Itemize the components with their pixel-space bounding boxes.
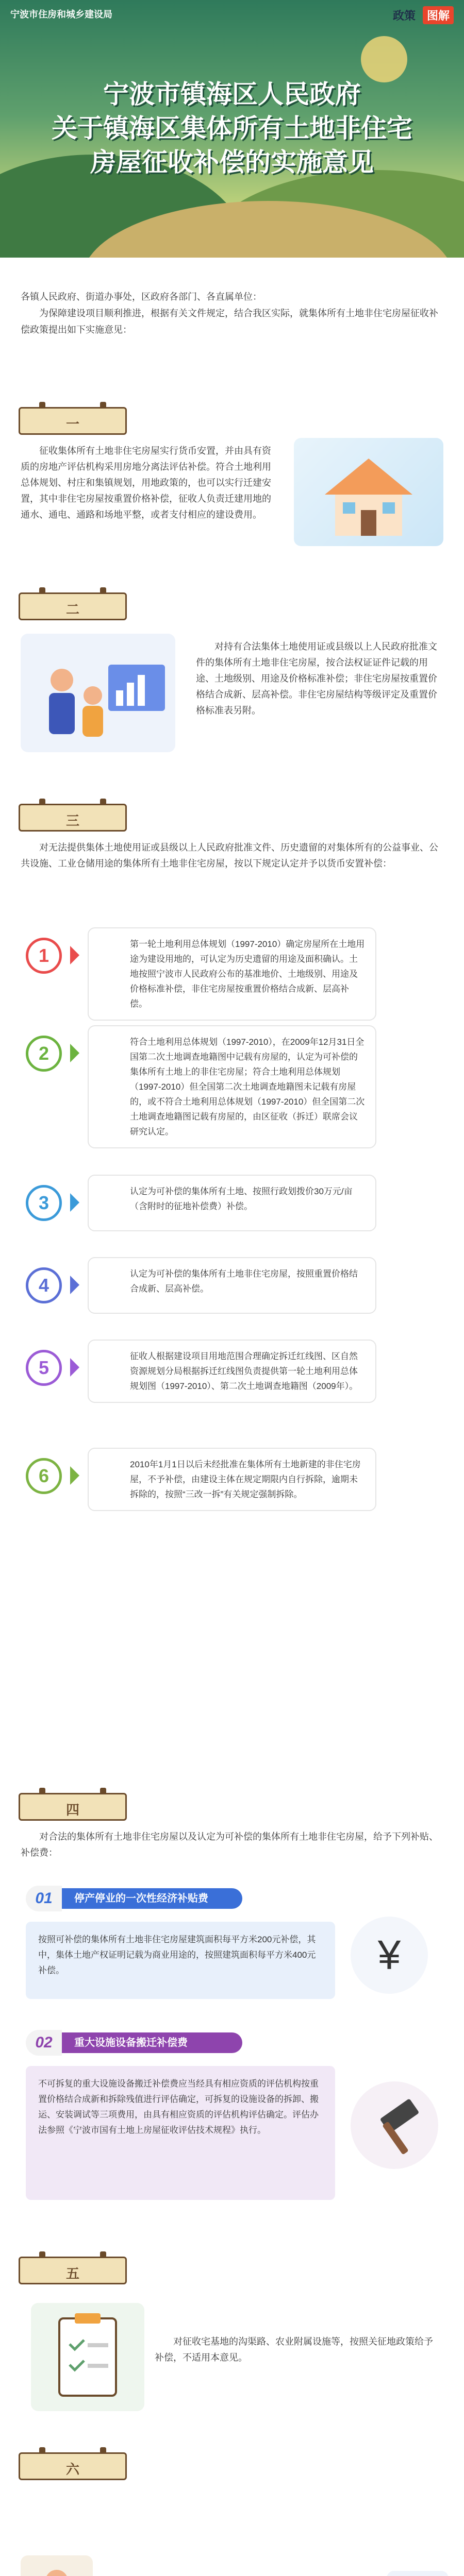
rule-item-4: 4 认定为可补偿的集体所有土地非住宅房屋，按照重置价格结合成新、层高补偿。 bbox=[21, 1257, 443, 1319]
money-icon: ¥ bbox=[351, 1917, 428, 1994]
tag-policy: 政策 bbox=[392, 9, 416, 22]
policy-tag bbox=[389, 6, 454, 24]
section-label-3: 三 bbox=[19, 804, 127, 832]
section-2-text: 对持有合法集体土地使用证或县级以上人民政府批准文件的集体所有土地非住宅房屋，按合法权证证件记载的用途、土地级别、用途及价格标准补偿；非住宅房屋按重置价格结合成新、层高补偿。非住宅房屋结构等级评定及重置价格标准表另附。 bbox=[196, 641, 437, 716]
clipboard-icon bbox=[31, 2303, 144, 2411]
rule-item-1: 1 第一轮土地利用总体规划（1997-2010）确定房屋所在土地用途为建设用地的，可认定为历史遗留的用途及面积确认。土地按照宁波市人民政府公布的基准地价、土地级别、用途及价格标准补偿，非住宅房屋按重置价格结合成新、层高补偿。 bbox=[21, 927, 443, 989]
title-line-2: 关于镇海区集体所有土地非住宅 bbox=[52, 114, 412, 143]
rule-item-2: 2 符合土地利用总体规划（1997-2010），在2009年12月31日全国第二次土地调查地籍图中记载有房屋的，认定为可补偿的集体所有土地上的非住宅房屋；符合土地利用总体规划（1997-2010）但全国第二次土地调查地籍图未记载有房屋的，或不符合土地利用总体规划（1997-2010）但全国第二次土地调查地籍图记载有房屋的，由区征收（拆迁）联席会议研究认定。 bbox=[21, 1025, 443, 1087]
section-5-text: 对征收宅基地的沟渠路、农业附属设施等，按照关征地政策给予补偿，不适用本意见。 bbox=[155, 2336, 433, 2363]
section-label-2: 二 bbox=[19, 592, 127, 620]
rule-item-5: 5 征收人根据建设项目用地范围合理确定拆迁红线图、区自然资源规划分局根据拆迁红线图负责提供第一轮土地利用总体规划图（1997-2010）、第二次土地调查地籍图（2009年）。 bbox=[21, 1340, 443, 1401]
section-label-5: 五 bbox=[19, 2257, 127, 2284]
checklist-illustration bbox=[31, 2303, 144, 2411]
intro-block bbox=[21, 289, 443, 338]
section-label-4: 四 bbox=[19, 1793, 127, 1821]
title-line-3: 房屋征收补偿的实施意见 bbox=[90, 148, 374, 177]
people-chart-illustration bbox=[21, 634, 175, 752]
city-illustration bbox=[387, 2571, 449, 2576]
section-3-text: 对无法提供集体土地使用证或县级以上人民政府批准文件、历史遗留的对集体所有的公益事业、公共设施、工业仓储用途的集体所有土地非住宅房屋，按以下规定认定并予以货币安置补偿： bbox=[21, 842, 438, 869]
reading-person-illustration bbox=[21, 2555, 93, 2576]
hero-banner bbox=[0, 0, 464, 258]
chart-icon bbox=[21, 634, 175, 752]
house-icon bbox=[294, 438, 443, 546]
section-4-text: 对合法的集体所有土地非住宅房屋以及认定为可补偿的集体所有土地非住宅房屋，给予下列补贴、补偿费： bbox=[21, 1832, 438, 1858]
site-logo: 宁波市住房和城乡建设局 bbox=[10, 9, 112, 20]
addressee: 各镇人民政府、街道办事处，区政府各部门、各直属单位： bbox=[21, 292, 262, 302]
sun-decoration bbox=[361, 36, 407, 82]
title-line-1: 宁波市镇海区人民政府 bbox=[103, 80, 361, 109]
hammer-icon bbox=[351, 2081, 438, 2169]
section-label-6: 六 bbox=[19, 2452, 127, 2480]
rule-item-3: 3 认定为可补偿的集体所有土地、按照行政划拨价30万元/亩（含附时的征地补偿费）补偿。 bbox=[21, 1175, 443, 1236]
tag-graphic: 图解 bbox=[423, 6, 454, 24]
section-1-text: 征收集体所有土地非住宅房屋实行货币安置，并由具有资质的房地产评估机构采用房地分离法评估补偿。符合土地利用总体规划、村庄和集镇规划，用地政策的，也可以实行迁建安置，其中非住宅房屋按重置价格补偿，征收人负责迁建用地的通水、通电、通路和场地平整，或者支付相应的建设费用。 bbox=[21, 446, 271, 520]
subsidy-text-1: 按照可补偿的集体所有土地非住宅房屋建筑面积每平方米200元补偿，其中，集体土地产权证明记载为商业用途的，按照建筑面积每平方米400元补偿。 bbox=[26, 1922, 335, 1999]
subsidy-heading-1: 01 停产停业的一次性经济补贴费 bbox=[26, 1886, 242, 1911]
intro-body: 为保障建设项目顺利推进，根据有关文件规定，结合我区实际，就集体所有土地非住宅房屋征收补偿政策提出如下实施意见： bbox=[21, 308, 438, 335]
section-label-1: 一 bbox=[19, 407, 127, 435]
page-title bbox=[0, 77, 464, 179]
moving-house-illustration bbox=[294, 438, 443, 546]
rule-item-6: 6 2010年1月1日以后未经批准在集体所有土地新建的非住宅房屋，不予补偿，由建设主体在规定期限内自行拆除，逾期未拆除的，按照“三改一拆”有关规定强制拆除。 bbox=[21, 1448, 443, 1510]
subsidy-heading-2: 02 重大设施设备搬迁补偿费 bbox=[26, 2030, 242, 2056]
subsidy-text-2: 不可拆复的重大设施设备搬迁补偿费应当经具有相应资质的评估机构按重置价格结合成新和拆除残值进行评估确定，可拆复的设施设备的拆卸、搬运、安装调试等三项费用，由具有相应资质的评估机构评估确定。评估办法参照《宁波市国有土地上房屋征收评估技术规程》执行。 bbox=[26, 2066, 335, 2200]
